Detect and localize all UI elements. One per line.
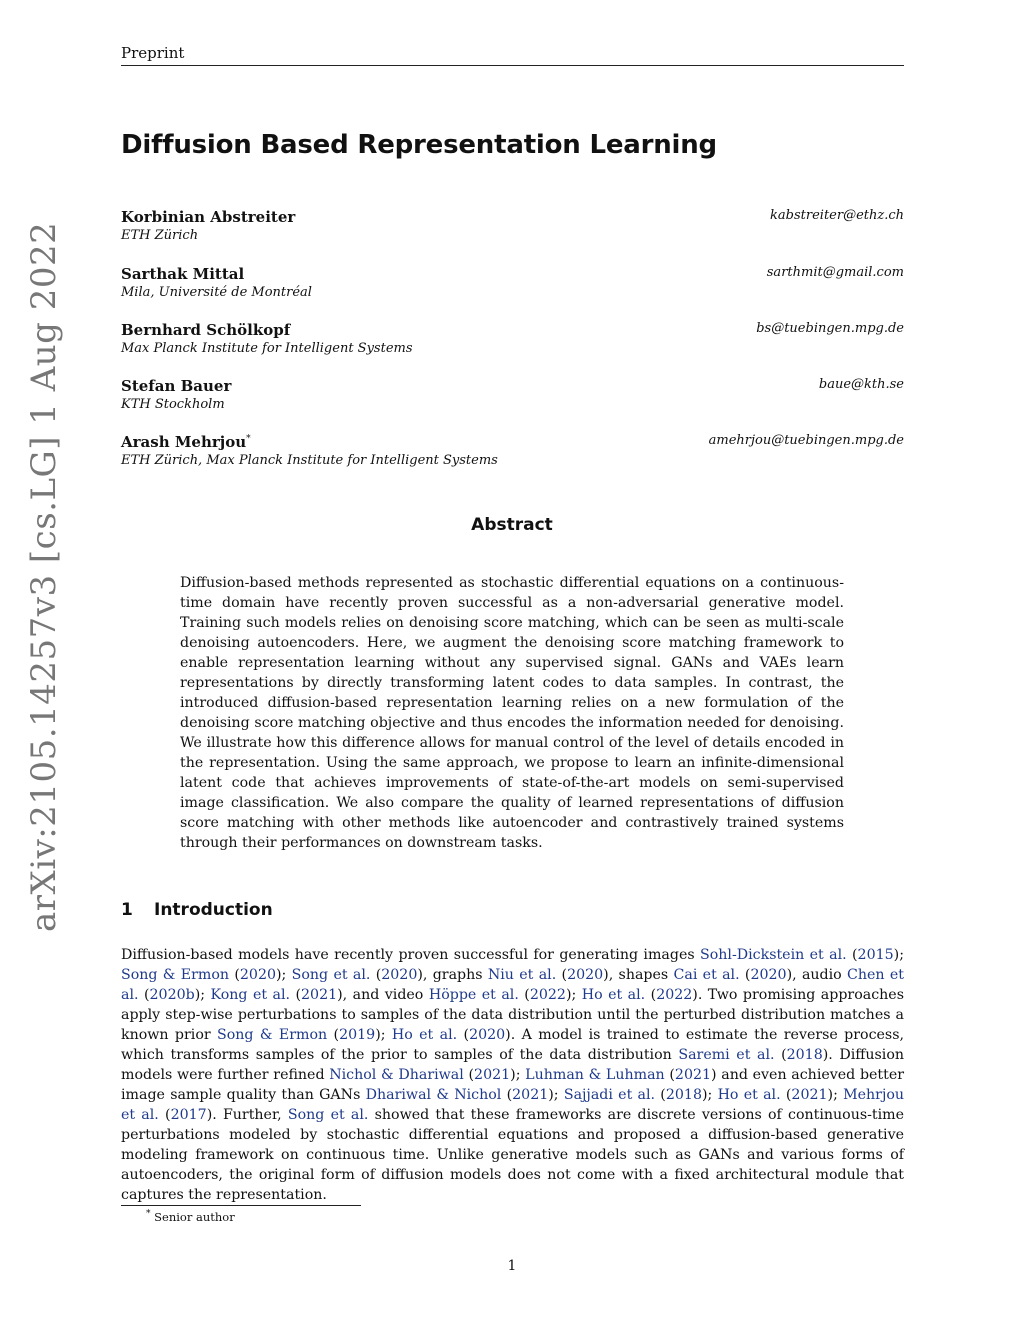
text-span: ( <box>290 987 302 1003</box>
running-header: Preprint <box>121 44 185 62</box>
text-span: ), and video <box>337 987 429 1003</box>
citation-link[interactable]: Kong et al. <box>210 987 291 1003</box>
citation-link[interactable]: Saremi et al. <box>678 1047 775 1063</box>
author-email[interactable]: kabstreiter@ethz.ch <box>770 208 904 223</box>
author-block <box>121 377 904 419</box>
citation-link[interactable]: Cai et al. <box>673 967 740 983</box>
text-span: ); <box>194 987 211 1003</box>
citation-year-link[interactable]: 2020 <box>567 967 604 983</box>
author-block <box>121 208 904 250</box>
author-name: Sarthak Mittal <box>121 265 245 283</box>
header-rule <box>121 65 904 66</box>
citation-link[interactable]: Song & Ermon <box>217 1027 328 1043</box>
author-email[interactable]: bs@tuebingen.mpg.de <box>756 321 904 336</box>
footnote <box>146 1209 235 1224</box>
arxiv-stamp: arXiv:2105.14257v3 [cs.LG] 1 Aug 2022 <box>24 221 64 932</box>
author-email[interactable]: sarthmit@gmail.com <box>766 265 904 280</box>
author-affiliation: KTH Stockholm <box>121 397 225 412</box>
citation-year-link[interactable]: 2021 <box>674 1067 712 1083</box>
citation-link[interactable]: Mehrjou et al. <box>121 1087 905 1123</box>
author-name: Korbinian Abstreiter <box>121 208 296 226</box>
text-span: ( <box>518 987 530 1003</box>
footnote-text: Senior author <box>154 1209 235 1224</box>
citation-year-link[interactable]: 2019 <box>339 1027 376 1043</box>
text-span: ( <box>664 1067 675 1083</box>
citation-year-link[interactable]: 2020b <box>149 987 195 1003</box>
text-span: ), audio <box>786 967 848 983</box>
text-span: ( <box>501 1087 513 1103</box>
abstract-text: Diffusion-based methods represented as stochastic differential equations on a continuous-time domain have recently proven successful as a non-adversarial generative model. Training such models relies on denoising score matching, which can be seen as multi-scale denoising autoencoders. Here, we augment the denoising score matching framework to enable representation learning without any supervised signal. GANs and VAEs learn representations by directly transforming latent codes to data samples. In contrast, the introduced diffusion-based representation learning relies on a new formulation of the denoising score matching objective and thus encodes the information needed for denoising. We illustrate how this difference allows for manual control of the level of details encoded in the representation. Using the same approach, we propose to learn an infinite-dimensional latent code that achieves improvements of state-of-the-art models on semi-supervised image classification. We also compare the quality of learned representations of diffusion score matching with other methods like autoencoder and contrastively trained systems through their performances on downstream tasks. <box>180 575 844 851</box>
text-span: Diffusion-based models have recently proven successful for generating images <box>121 947 701 963</box>
text-span: ( <box>556 967 568 983</box>
text-span: ( <box>158 1107 171 1123</box>
text-span: ( <box>229 967 240 983</box>
text-span: ( <box>846 947 858 963</box>
citation-link[interactable]: Ho et al. <box>391 1027 458 1043</box>
text-span: ( <box>645 987 657 1003</box>
citation-link[interactable]: Song et al. <box>291 967 371 983</box>
text-span: ( <box>138 987 150 1003</box>
citation-year-link[interactable]: 2020 <box>750 967 787 983</box>
author-name <box>121 433 251 451</box>
citation-link[interactable]: Chen et al. <box>121 967 904 1003</box>
citation-link[interactable]: Song & Ermon <box>121 967 230 983</box>
author-block <box>121 265 904 307</box>
section-heading <box>121 900 273 920</box>
citation-year-link[interactable]: 2021 <box>512 1087 549 1103</box>
citation-link[interactable]: Ho et al. <box>717 1087 781 1103</box>
text-span: showed that these frameworks are discrete versions of continuous-time perturbations modeled by stochastic differential equations and proposed a diffusion-based generative modeling framework on continuous time. Unlike generative models such as GANs and various forms of autoencoders, the original form of diffusion models does not come with a fixed architectural module that captures the representation. <box>121 1107 904 1203</box>
citation-link[interactable]: Nichol & Dhariwal <box>329 1067 464 1083</box>
section-number: 1 <box>121 900 133 920</box>
text-span: ). Two promising approaches apply step-wise perturbations to samples of the data distribution until the perturbed distribution matches a known prior <box>121 987 904 1043</box>
author-affiliation: Max Planck Institute for Intelligent Systems <box>121 341 413 356</box>
author-affiliation: Mila, Université de Montréal <box>121 285 312 300</box>
author-name: Bernhard Schölkopf <box>121 321 291 339</box>
citation-year-link[interactable]: 2022 <box>656 987 693 1003</box>
text-span: ( <box>774 1047 787 1063</box>
text-span: ); <box>701 1087 718 1103</box>
footnote-rule <box>121 1205 361 1206</box>
author-block <box>121 433 904 475</box>
footnote-mark: * <box>146 1209 151 1219</box>
citation-year-link[interactable]: 2021 <box>791 1087 828 1103</box>
text-span: ( <box>370 967 382 983</box>
text-span: ); <box>375 1027 392 1043</box>
citation-year-link[interactable]: 2018 <box>786 1047 823 1063</box>
text-span: ). A model is trained to estimate the reverse process, which transforms samples of the prior to samples of the data distribution <box>121 1027 905 1063</box>
abstract-heading: Abstract <box>471 515 553 535</box>
text-span: ); <box>565 987 582 1003</box>
citation-year-link[interactable]: 2017 <box>170 1107 207 1123</box>
text-span: ( <box>739 967 751 983</box>
text-span: ); <box>510 1067 526 1083</box>
citation-year-link[interactable]: 2021 <box>474 1067 511 1083</box>
citation-link[interactable]: Song et al. <box>287 1107 369 1123</box>
citation-link[interactable]: Luhman & Luhman <box>525 1067 665 1083</box>
text-span: ); <box>276 967 292 983</box>
author-footnote-mark: * <box>246 434 251 444</box>
text-span: ( <box>780 1087 792 1103</box>
author-name: Stefan Bauer <box>121 377 232 395</box>
text-span: ( <box>463 1067 475 1083</box>
author-email[interactable]: amehrjou@tuebingen.mpg.de <box>708 433 904 448</box>
page-number: 1 <box>507 1258 517 1274</box>
citation-link[interactable]: Dhariwal & Nichol <box>365 1087 502 1103</box>
section-title: Introduction <box>154 900 273 920</box>
text-span: ( <box>655 1087 666 1103</box>
citation-year-link[interactable]: 2020 <box>239 967 276 983</box>
author-affiliation: ETH Zürich <box>121 228 199 243</box>
citation-year-link[interactable]: 2021 <box>301 987 338 1003</box>
citation-year-link[interactable]: 2020 <box>381 967 418 983</box>
text-span: ), graphs <box>417 967 488 983</box>
citation-link[interactable]: Sohl-Dickstein et al. <box>700 947 847 963</box>
citation-link[interactable]: Höppe et al. <box>428 987 519 1003</box>
citation-year-link[interactable]: 2018 <box>665 1087 702 1103</box>
text-span: ), shapes <box>603 967 674 983</box>
paper-title: Diffusion Based Representation Learning <box>121 130 717 160</box>
author-affiliation: ETH Zürich, Max Planck Institute for Intelligent Systems <box>121 453 498 468</box>
citation-year-link[interactable]: 2020 <box>469 1027 506 1043</box>
text-span: ); <box>548 1087 564 1103</box>
citation-link[interactable]: Ho et al. <box>581 987 646 1003</box>
intro-paragraph <box>121 945 904 1205</box>
citation-link[interactable]: Niu et al. <box>487 967 557 983</box>
text-span: ). Further, <box>206 1107 288 1123</box>
text-span: ); <box>893 947 904 963</box>
text-span: ( <box>327 1027 340 1043</box>
text-span: ). Diffusion models were further refined <box>121 1047 904 1083</box>
text-span: ) and even achieved better image sample quality than GANs <box>121 1067 904 1103</box>
author-name-text: Arash Mehrjou <box>121 433 247 451</box>
citation-year-link[interactable]: 2015 <box>857 947 894 963</box>
citation-year-link[interactable]: 2022 <box>529 987 566 1003</box>
author-email[interactable]: baue@kth.se <box>818 377 904 392</box>
author-block <box>121 321 904 363</box>
text-span: ); <box>827 1087 844 1103</box>
text-span: ( <box>457 1027 470 1043</box>
citation-link[interactable]: Sajjadi et al. <box>563 1087 656 1103</box>
